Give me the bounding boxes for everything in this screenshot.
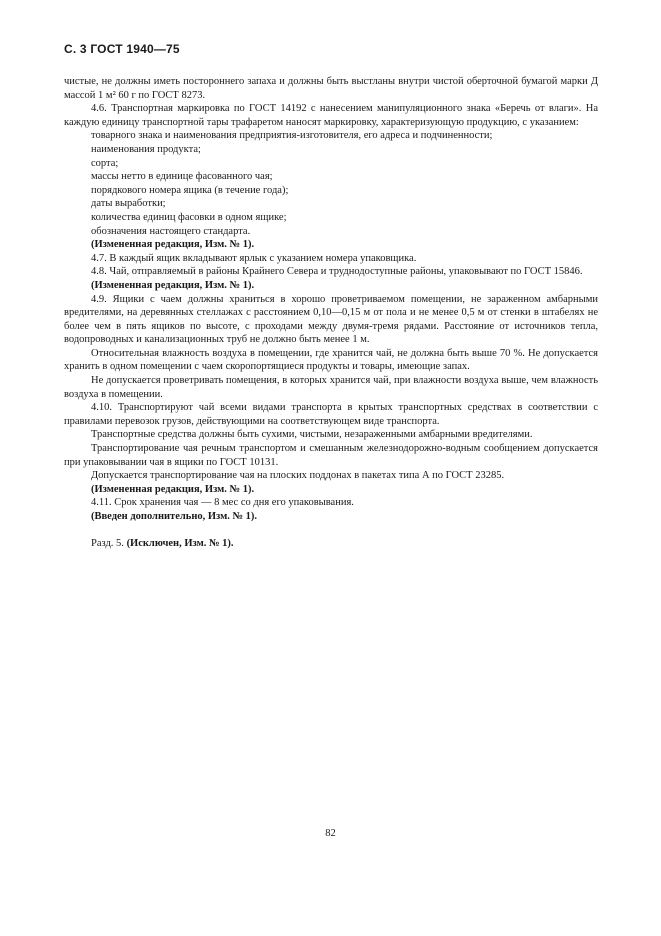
paragraph: Не допускается проветривать помещения, в которых хранится чай, при влажности воздуха выше, чем влажность воздуха в помещении.	[64, 375, 598, 400]
list-item: порядкового номера ящика (в течение года);	[91, 184, 289, 196]
list-item: сорта;	[91, 157, 119, 169]
paragraph: Относительная влажность воздуха в помещении, где хранится чай, не должна быть выше 70 %. Не допускается хранить в одном помещении с чаем скоропортящиеся продукты и товары, имеющие запах.	[64, 347, 598, 373]
paragraph: Транспортирование чая речным транспортом и смешанным железнодорожно-водным сообщением допускается при упаковывании чая в ящики по ГОСТ 10131.	[64, 443, 598, 468]
list-item: массы нетто в единице фасованного чая;	[91, 171, 273, 183]
list-item: наименования продукта;	[91, 143, 201, 155]
clause-4-6: 4.6. Транспортная маркировка по ГОСТ 14192 с нанесением манипуляционного знака «Беречь от влаги». На каждую единицу транспортной тары трафаретом наносят маркировку, характеризующую продукцию, с указанием:	[64, 103, 598, 128]
section-5-label: Разд. 5.	[91, 538, 124, 550]
paragraph: Транспортные средства должны быть сухими, чистыми, незараженными амбарными вредителями.	[91, 429, 533, 441]
section-5-status: (Исключен, Изм. № 1).	[126, 538, 234, 550]
section-5-note	[64, 537, 598, 551]
amendment-note: (Измененная редакция, Изм. № 1).	[91, 239, 255, 251]
list-item: даты выработки;	[91, 198, 166, 210]
spacer	[64, 524, 598, 538]
clause-4-8: 4.8. Чай, отправляемый в районы Крайнего Севера и труднодоступные районы, упаковывают по ГОСТ 15846.	[91, 266, 583, 278]
list-item: обозначения настоящего стандарта.	[91, 225, 251, 237]
list-item: товарного знака и наименования предприятия-изготовителя, его адреса и подчиненности;	[91, 130, 493, 142]
paragraph: Допускается транспортирование чая на плоских поддонах в пакетах типа А по ГОСТ 23285.	[91, 470, 505, 482]
list-item: количества единиц фасовки в одном ящике;	[91, 211, 287, 223]
clause-4-9: 4.9. Ящики с чаем должны храниться в хорошо проветриваемом помещении, не зараженном амбарными вредителями, на деревянных стеллажах с расстоянием 0,10—0,15 м от пола и не менее 0,5 м от стенки в штабелях не более чем в пять ящиков по высоте, с проходами между двумя-тремя рядами. Расстояние от источников тепла, водопроводных и канализационных труб не должно быть менее 1 м.	[64, 293, 598, 346]
page-header: С. 3 ГОСТ 1940—75	[64, 42, 180, 56]
amendment-note: (Введен дополнительно, Изм. № 1).	[91, 511, 258, 522]
clause-4-11: 4.11. Срок хранения чая — 8 мес со дня его упаковывания.	[91, 497, 354, 509]
page-number: 82	[325, 828, 336, 839]
clause-4-10: 4.10. Транспортируют чай всеми видами транспорта в крытых транспортных средствах в соответствии с правилами перевозок грузов, действующими на соответствующем виде транспорта.	[64, 402, 598, 427]
paragraph: чистые, не должны иметь постороннего запаха и должны быть выстланы внутри чистой оберточной бумагой марки Д массой 1 м² 60 г по ГОСТ 8273.	[64, 76, 598, 101]
amendment-note: (Измененная редакция, Изм. № 1).	[91, 483, 255, 495]
amendment-note: (Измененная редакция, Изм. № 1).	[91, 279, 255, 291]
document-body	[64, 75, 598, 551]
clause-4-7: 4.7. В каждый ящик вкладывают ярлык с указанием номера упаковщика.	[91, 252, 417, 264]
